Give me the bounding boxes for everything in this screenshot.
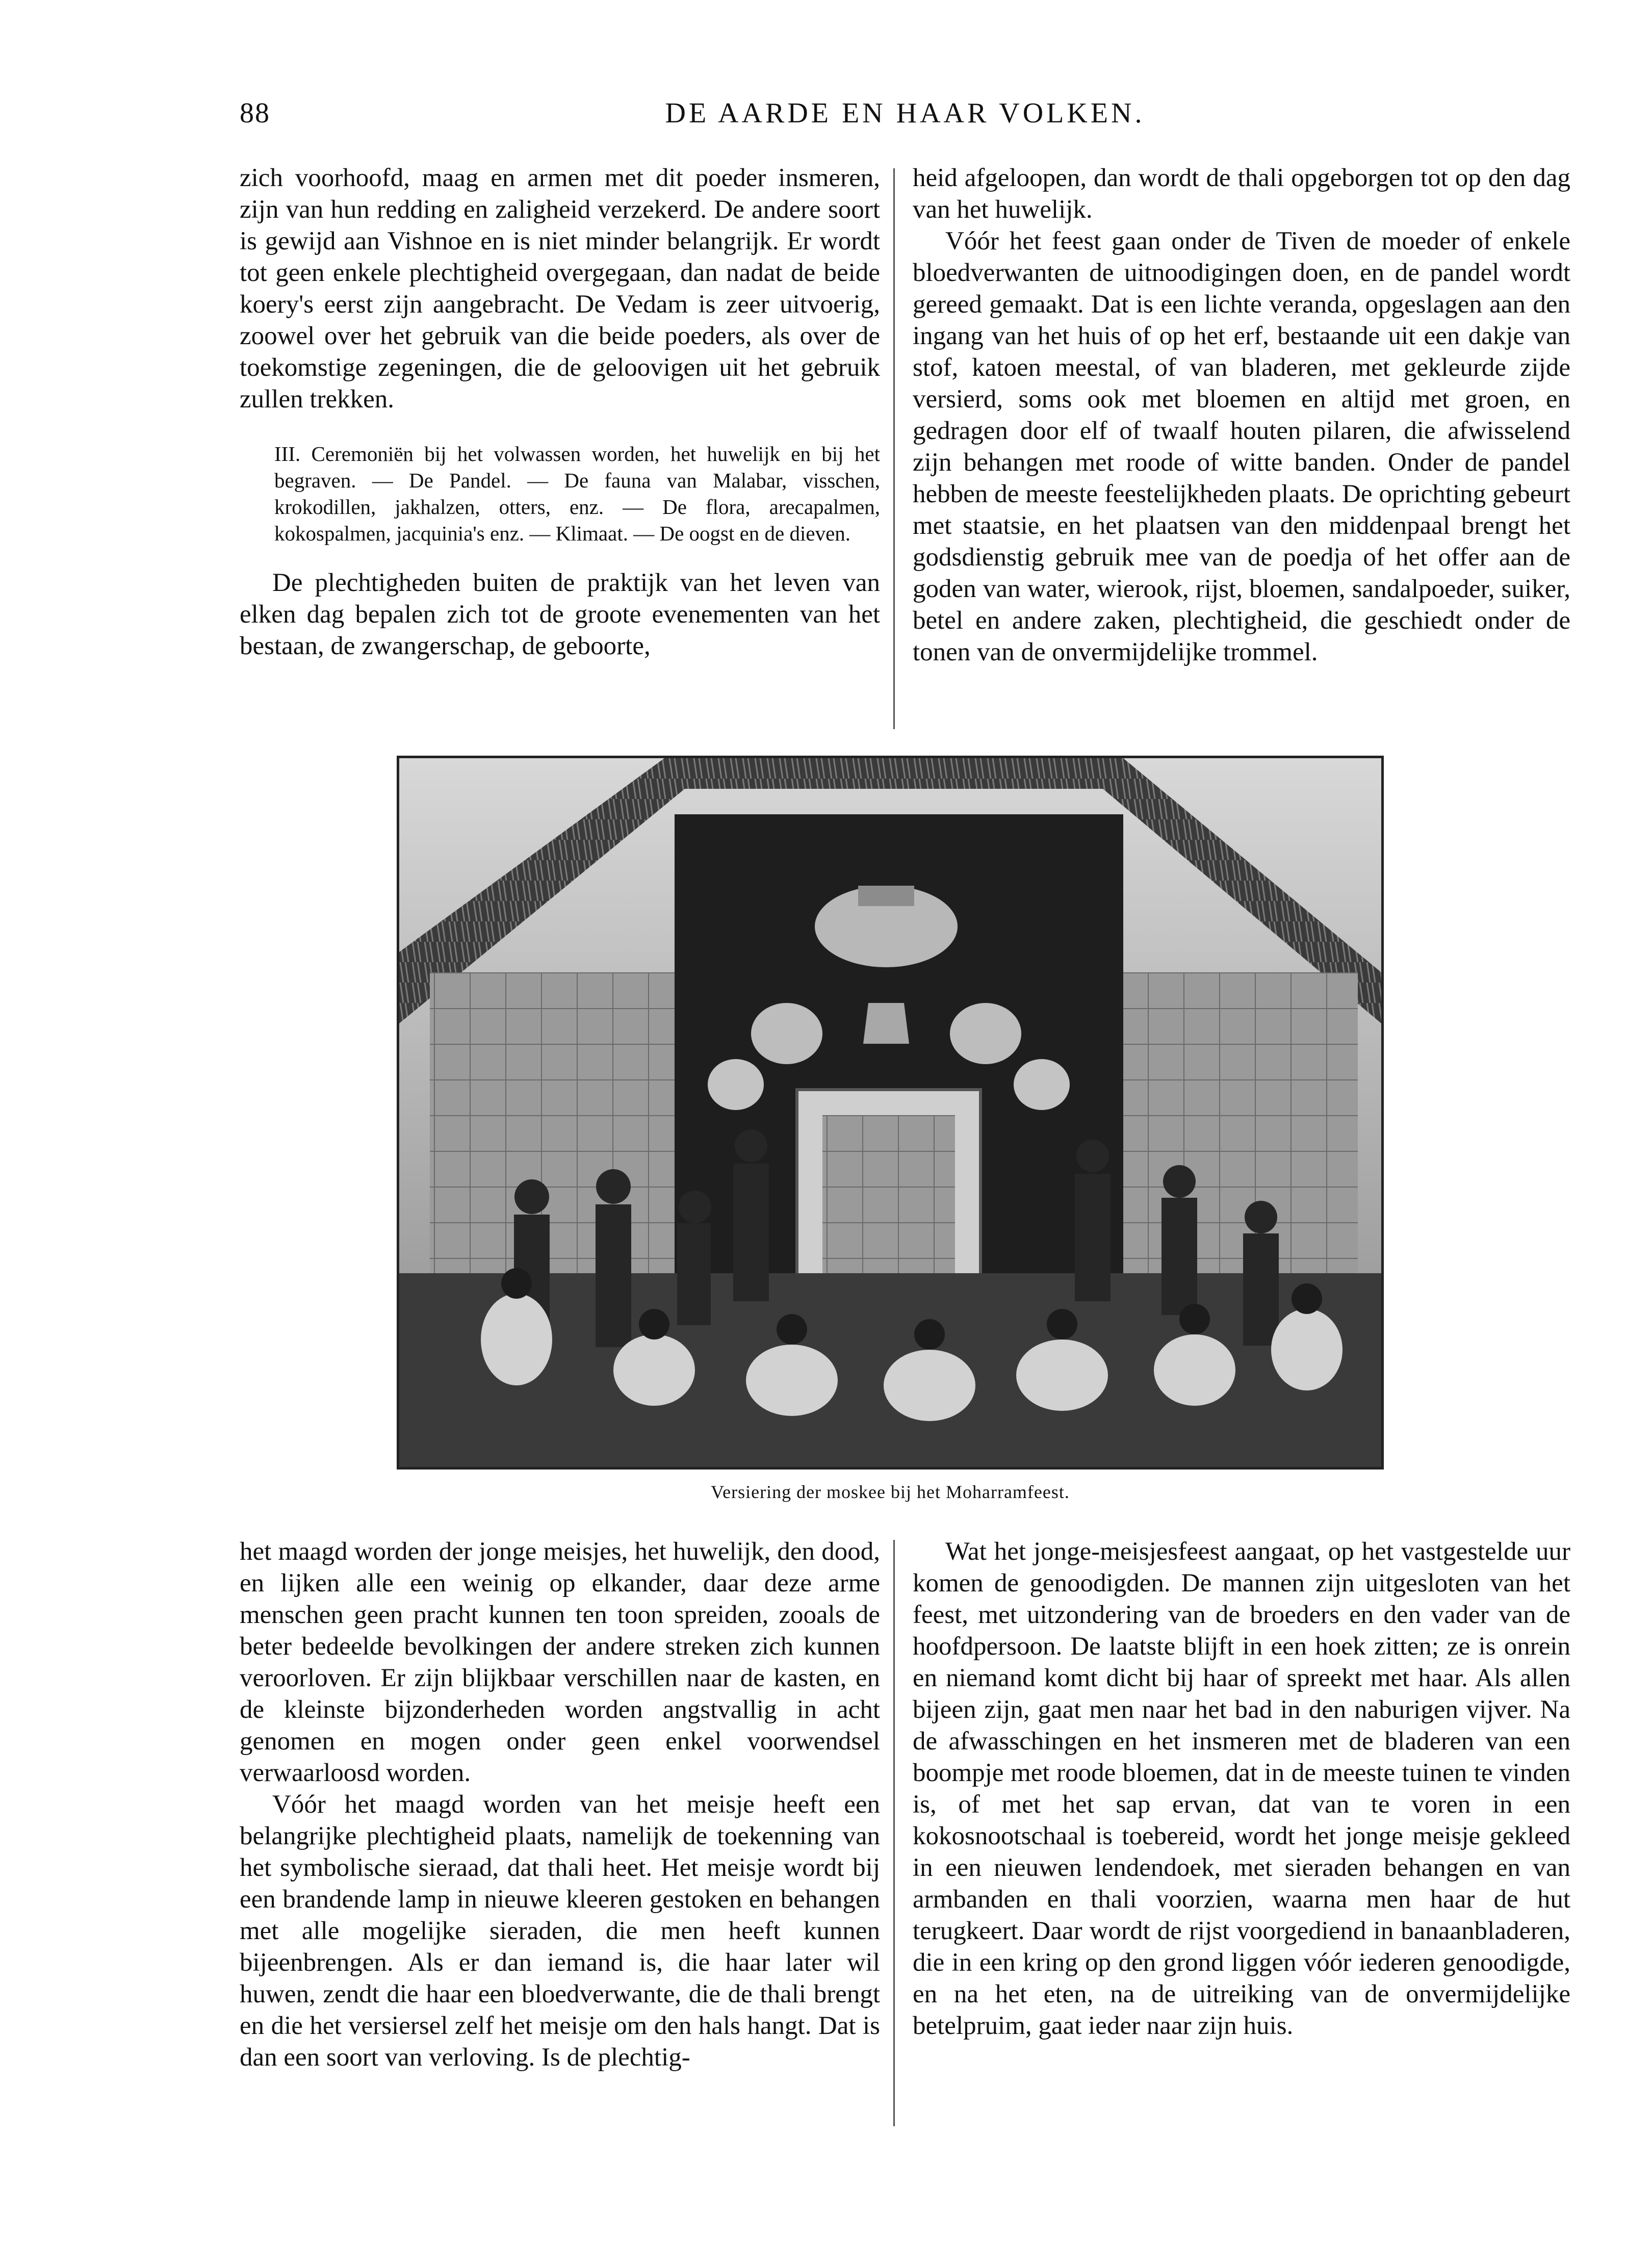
column-rule — [893, 168, 895, 729]
paragraph: heid afgeloopen, dan wordt de thali opgeborgen tot op den dag van het huwelijk. — [913, 164, 1570, 224]
bottom-right-column — [913, 1536, 1570, 2042]
photo-figure — [397, 756, 1384, 1470]
paragraph: het maagd worden der jonge meisjes, het huwelijk, den dood, en lijken alle een weinig op elkander, daar deze arme menschen geen pracht kunnen ten toon spreiden, zooals de beter bedeelde bevolkingen der andere streken zich kunnen veroorloven. Er zijn blijkbaar verschillen naar de kasten, en de kleinste bijzonderheden worden angstvallig in acht genomen en mogen onder geen enkel voorwendsel verwaarloosd worden. — [240, 1537, 880, 1787]
column-rule — [893, 1540, 895, 2126]
page-number: 88 — [240, 97, 270, 129]
figure-caption: Versiering der moskee bij het Moharramfeest. — [711, 1482, 1070, 1502]
running-title: DE AARDE EN HAAR VOLKEN. — [665, 97, 1145, 129]
mosque-decoration-photo — [399, 758, 1381, 1467]
paragraph: De plechtigheden buiten de praktijk van het leven van elken dag bepalen zich tot de groote evenementen van het bestaan, de zwangerschap, de geboorte, — [240, 569, 880, 660]
paragraph: zich voorhoofd, maag en armen met dit poeder insmeren, zijn van hun redding en zaligheid verzekerd. De andere soort is gewijd aan Vishnoe en is niet minder belangrijk. Er wordt tot geen enkele plechtigheid overgegaan, dan nadat de beide koery's eerst zijn aangebracht. De Vedam is zeer uitvoerig, zoowel over het gebruik van die beide poeders, als over de toekomstige zegeningen, die de geloovigen uit het gebruik zullen trekken. — [240, 164, 880, 414]
paragraph: Vóór het feest gaan onder de Tiven de moeder of enkele bloedverwanten de uitnoodigingen doen, en de pandel wordt gereed gemaakt. Dat is een lichte veranda, opgeslagen aan den ingang van het huis of op het erf, bestaande uit een dakje van stof, katoen meestal, of van bladeren, met gekleurde zijde versierd, soms ook met bloemen en altijd met groen, en gedragen door elf of twaalf houten pilaren, die afwisselend zijn behangen met roode of witte banden. Onder de pandel hebben de meeste feestelijkheden plaats. De oprichting gebeurt met staatsie, en het plaatsen van den middenpaal brengt het godsdienstig gebruik mee van de poedja of het offer aan de goden van water, wierook, rijst, bloemen, sandalpoeder, suiker, betel en andere zaken, plechtigheid, die geschiedt onder de tonen van de onvermijdelijke trommel. — [913, 227, 1570, 666]
paragraph: Vóór het maagd worden van het meisje heeft een belangrijke plechtigheid plaats, namelijk de toekenning van het symbolische sieraad, dat thali heet. Het meisje wordt bij een brandende lamp in nieuwe kleeren gestoken en behangen met alle mogelijke sieraden, die men heeft kunnen bijeenbrengen. Als er dan iemand is, die haar later wil huwen, zendt die haar een bloedverwante, die de thali brengt en die het versiersel zelf het meisje om den hals hangt. Dat is dan een soort van verloving. Is de plechtig- — [240, 1790, 880, 2072]
top-right-column — [913, 162, 1570, 668]
page-header — [240, 97, 1570, 138]
chapter-summary: III. Ceremoniën bij het volwassen worden, het huwelijk en bij het begraven. — De Pandel. — De fauna van Malabar, visschen, krokodillen, jakhalzen, otters, enz. — De flora, arecapalmen, kokospalmen, jacquinia's enz. — Klimaat. — De oogst en de dieven. — [274, 442, 880, 545]
top-left-column — [240, 162, 880, 662]
bottom-left-column — [240, 1536, 880, 2073]
paragraph: Wat het jonge-meisjesfeest aangaat, op het vastgestelde uur komen de genoodigden. De mannen zijn uitgesloten van het feest, met uitzondering van de broeders en den vader van de hoofdpersoon. De laatste blijft in een hoek zitten; ze is onrein en niemand komt dicht bij haar of spreekt met haar. Als allen bijeen zijn, gaat men naar het bad in den naburigen vijver. Na de afwasschingen en het insmeren met de bladeren van een boompje met roode bloemen, dat in de meeste tuinen te vinden is, of met het sap ervan, dat van te voren in een kokosnootschaal is toebereid, wordt het jonge meisje gekleed in een nieuwen lendendoek, met sieraden behangen en van armbanden en thali voorzien, waarna men haar de hut terugkeert. Daar wordt de rijst voorgediend in banaanbladeren, die in een kring op den grond liggen vóór iederen genoodigde, en na het eten, na de uitreiking van de onvermijdelijke betelpruim, gaat ieder naar zijn huis. — [913, 1537, 1570, 2040]
